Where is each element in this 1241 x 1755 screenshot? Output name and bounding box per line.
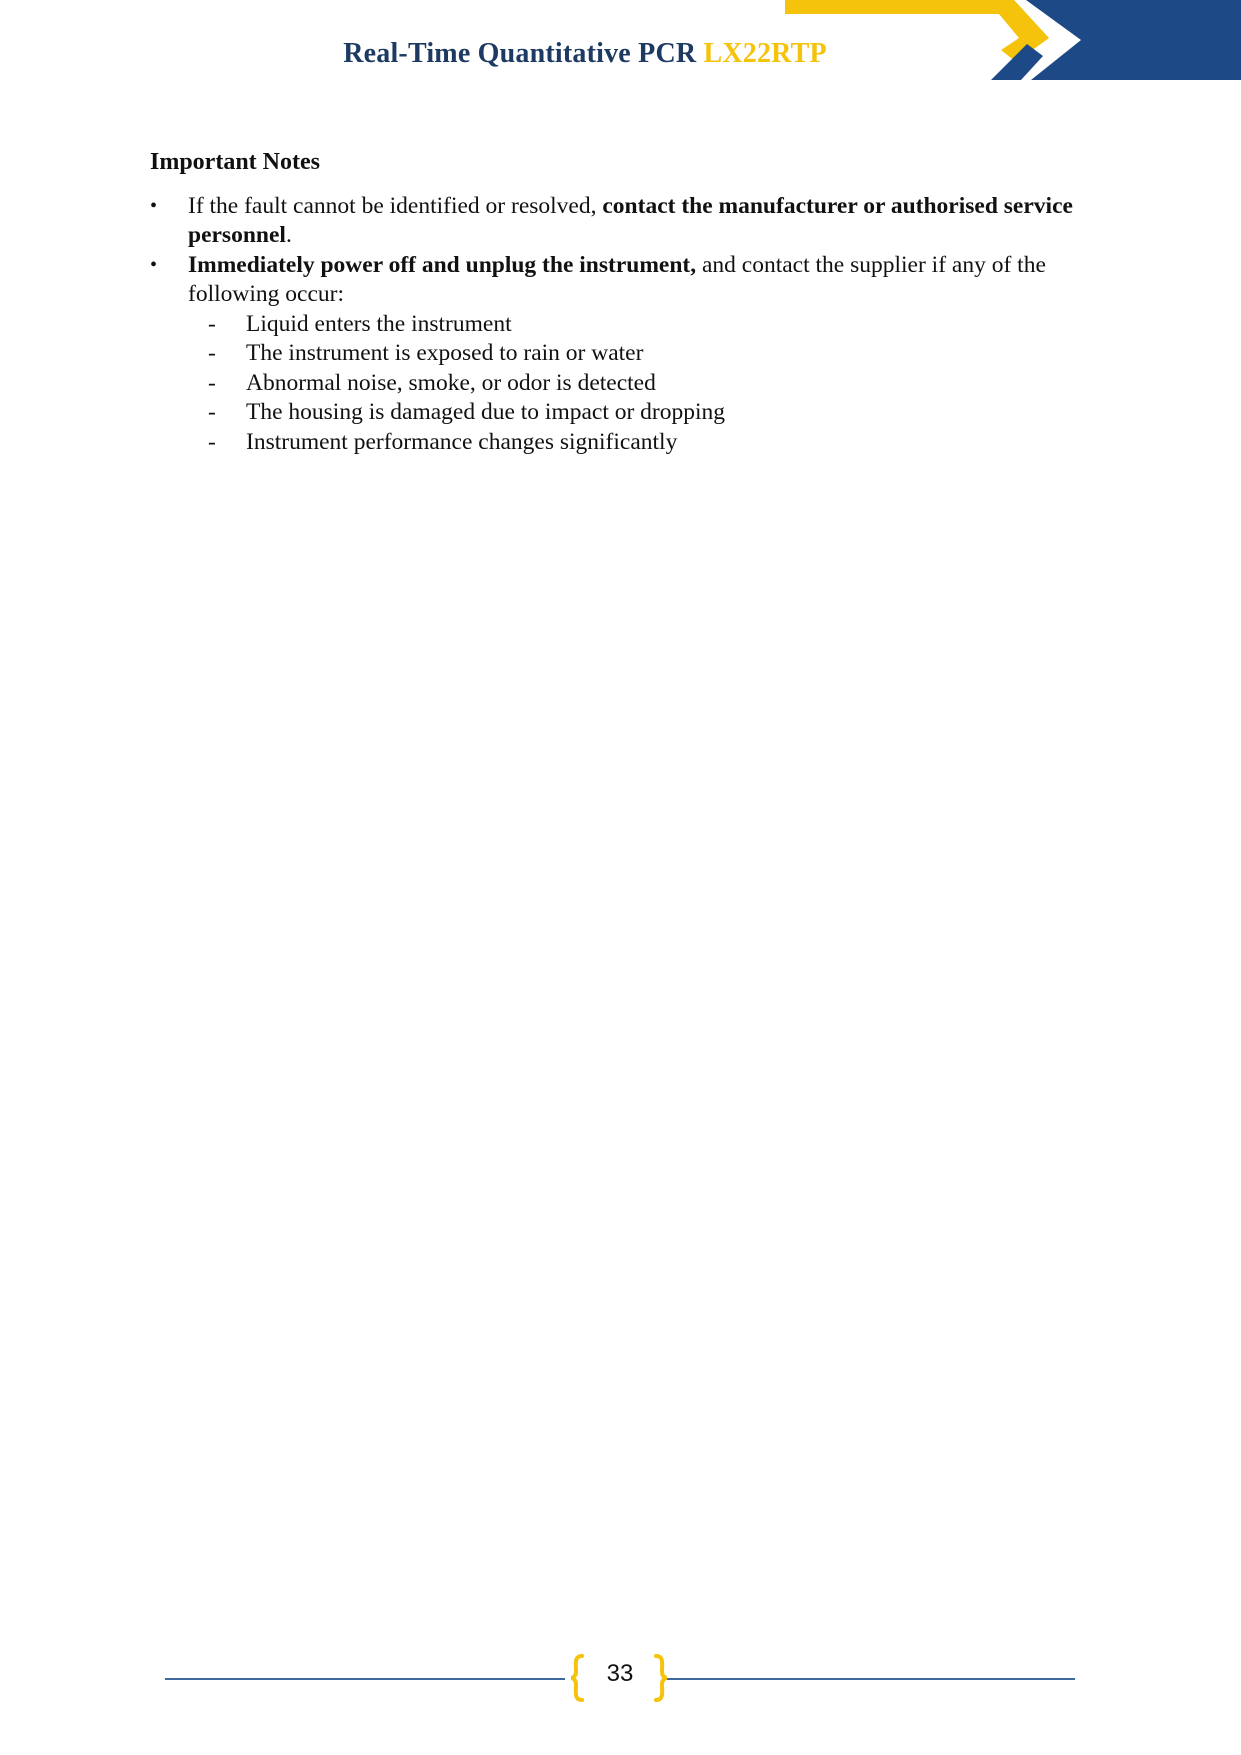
dash-icon: - bbox=[208, 340, 216, 366]
dash-icon: - bbox=[208, 310, 216, 337]
header-title-model: LX22RTP bbox=[703, 38, 827, 69]
header-title-main: Real-Time Quantitative PCR bbox=[343, 38, 704, 69]
sublist-item-text: The instrument is exposed to rain or water bbox=[246, 340, 644, 366]
dash-icon: - bbox=[208, 399, 216, 425]
page-footer bbox=[165, 1640, 1075, 1710]
navy-block-shape bbox=[1026, 0, 1241, 80]
footer-rule-left bbox=[165, 1678, 565, 1680]
occurrence-sublist bbox=[188, 310, 1090, 458]
bullet-icon: • bbox=[150, 194, 158, 217]
bullet-1-text: If the fault cannot be identified or resolved, bbox=[188, 192, 603, 219]
sublist-item bbox=[188, 398, 1090, 428]
bullet-2-text: and contact the supplier if any of the following occur: bbox=[188, 251, 1046, 307]
bullet-item-2 bbox=[150, 251, 1090, 458]
page-number: 33 bbox=[606, 1660, 634, 1687]
right-brace-icon bbox=[653, 1654, 669, 1702]
yellow-chevron-shape bbox=[785, 0, 1049, 62]
bullet-1-end-text: . bbox=[285, 222, 292, 248]
sublist-item-text: Abnormal noise, smoke, or odor is detected bbox=[246, 369, 656, 396]
sublist-item-text: Liquid enters the instrument bbox=[246, 310, 512, 337]
corner-decoration-graphic bbox=[781, 0, 1241, 82]
notes-bullet-list bbox=[150, 192, 1090, 458]
notes-heading: Important Notes bbox=[150, 149, 320, 175]
bullet-2-bold-text: Immediately power off and unplug the instrument, bbox=[188, 251, 697, 278]
dash-icon: - bbox=[208, 369, 216, 396]
sublist-item bbox=[188, 310, 1090, 340]
sublist-item-text: The housing is damaged due to impact or dropping bbox=[246, 399, 726, 425]
bullet-1-bold-text: contact the manufacturer or authorised service personnel bbox=[188, 192, 1073, 248]
sublist-item bbox=[188, 428, 1090, 458]
important-notes-section bbox=[150, 148, 1090, 457]
sublist-item bbox=[188, 339, 1090, 369]
dash-icon: - bbox=[208, 428, 216, 455]
footer-rule-right bbox=[665, 1678, 1075, 1680]
bullet-icon: • bbox=[150, 253, 158, 276]
bullet-item-1 bbox=[150, 192, 1090, 251]
sublist-item-text: Instrument performance changes significantly bbox=[246, 428, 678, 455]
sublist-item bbox=[188, 369, 1090, 399]
